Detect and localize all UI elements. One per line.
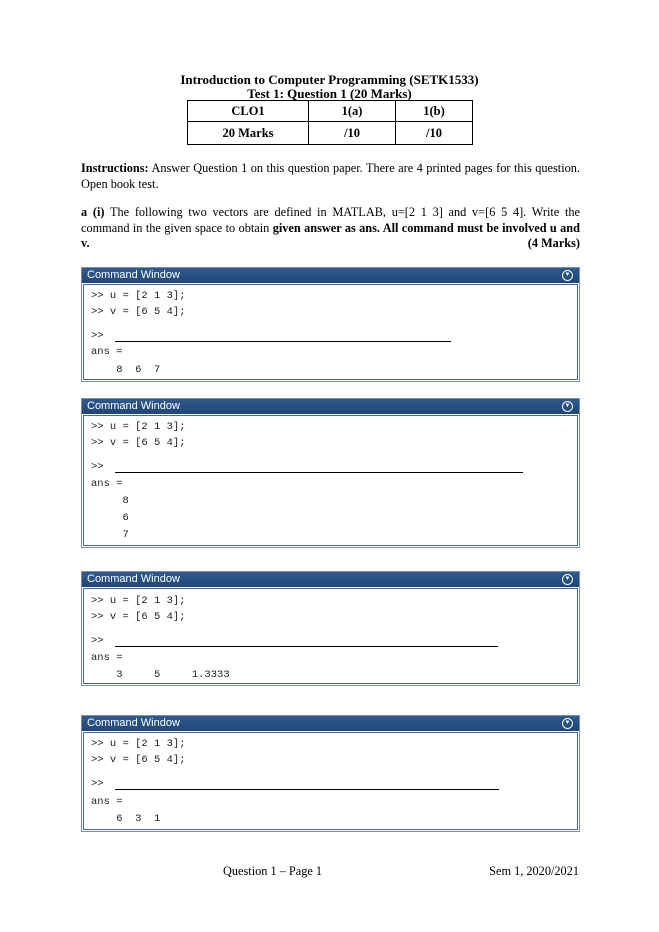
command-window-body <box>83 588 578 684</box>
code-line-u: >> u = [2 1 3]; <box>91 290 186 302</box>
code-line-u: >> u = [2 1 3]; <box>91 738 186 750</box>
command-window-body <box>83 732 578 830</box>
ans-result: 6 3 1 <box>91 813 161 825</box>
question-marks: (4 Marks) <box>527 236 580 250</box>
instructions-text: Answer Question 1 on this question paper. There are 4 printed pages for this question. Open book test. <box>81 161 580 191</box>
code-line-u: >> u = [2 1 3]; <box>91 595 186 607</box>
table-header-1a: 1(a) <box>309 101 396 122</box>
code-line-v: >> v = [6 5 4]; <box>91 754 186 766</box>
table-header-1b: 1(b) <box>396 101 473 122</box>
test-title: Test 1: Question 1 (20 Marks) <box>247 86 412 101</box>
question-label: a (i) <box>81 205 105 219</box>
answer-blank[interactable] <box>115 341 451 342</box>
menu-icon[interactable]: ▼ <box>562 718 573 729</box>
footer-page: Question 1 – Page 1 <box>223 864 323 878</box>
question-text <box>81 205 580 252</box>
ans-label: ans = <box>91 652 123 664</box>
menu-icon[interactable]: ▼ <box>562 270 573 281</box>
ans-result-3: 7 <box>91 529 129 541</box>
ans-result: 8 6 7 <box>91 364 161 376</box>
command-window-header <box>82 268 579 283</box>
course-title: Introduction to Computer Programming (SETK1533) <box>180 72 479 87</box>
code-line-v: >> v = [6 5 4]; <box>91 437 186 449</box>
command-window-3 <box>81 571 580 686</box>
code-line-u: >> u = [2 1 3]; <box>91 421 186 433</box>
table-header-clo: CLO1 <box>188 101 309 122</box>
ans-result-1: 8 <box>91 495 129 507</box>
ans-label: ans = <box>91 346 123 358</box>
instructions-label: Instructions: <box>81 161 149 175</box>
instructions <box>81 161 580 192</box>
ans-result: 3 5 1.3333 <box>91 669 230 681</box>
command-window-body <box>83 284 578 380</box>
command-window-title: Command Window <box>87 269 180 281</box>
command-window-title: Command Window <box>87 717 180 729</box>
answer-blank[interactable] <box>115 472 523 473</box>
code-line-v: >> v = [6 5 4]; <box>91 306 186 318</box>
code-line-v: >> v = [6 5 4]; <box>91 611 186 623</box>
ans-result-2: 6 <box>91 512 129 524</box>
answer-blank[interactable] <box>115 789 499 790</box>
table-cell-1a: /10 <box>309 122 396 145</box>
menu-icon[interactable]: ▼ <box>562 401 573 412</box>
marks-table <box>187 100 473 145</box>
command-window-1 <box>81 267 580 382</box>
prompt: >> <box>91 778 104 790</box>
command-window-2 <box>81 398 580 548</box>
menu-icon[interactable]: ▼ <box>562 574 573 585</box>
prompt: >> <box>91 461 104 473</box>
prompt: >> <box>91 635 104 647</box>
question-body: The following two vectors are defined in MATLAB, u=[2 1 3] and v=[6 5 4]. Write the command in the given space to obtain <box>81 205 580 235</box>
table-cell-1b: /10 <box>396 122 473 145</box>
question-bold: given answer as ans. All command must be involved u and v. <box>81 220 580 250</box>
ans-label: ans = <box>91 478 123 490</box>
footer-semester: Sem 1, 2020/2021 <box>489 864 579 878</box>
command-window-title: Command Window <box>87 400 180 412</box>
command-window-header <box>82 399 579 414</box>
ans-label: ans = <box>91 796 123 808</box>
command-window-header <box>82 572 579 587</box>
prompt: >> <box>91 330 104 342</box>
command-window-body <box>83 415 578 546</box>
command-window-title: Command Window <box>87 573 180 585</box>
table-cell-total: 20 Marks <box>188 122 309 145</box>
command-window-header <box>82 716 579 731</box>
answer-blank[interactable] <box>115 646 498 647</box>
command-window-4 <box>81 715 580 832</box>
